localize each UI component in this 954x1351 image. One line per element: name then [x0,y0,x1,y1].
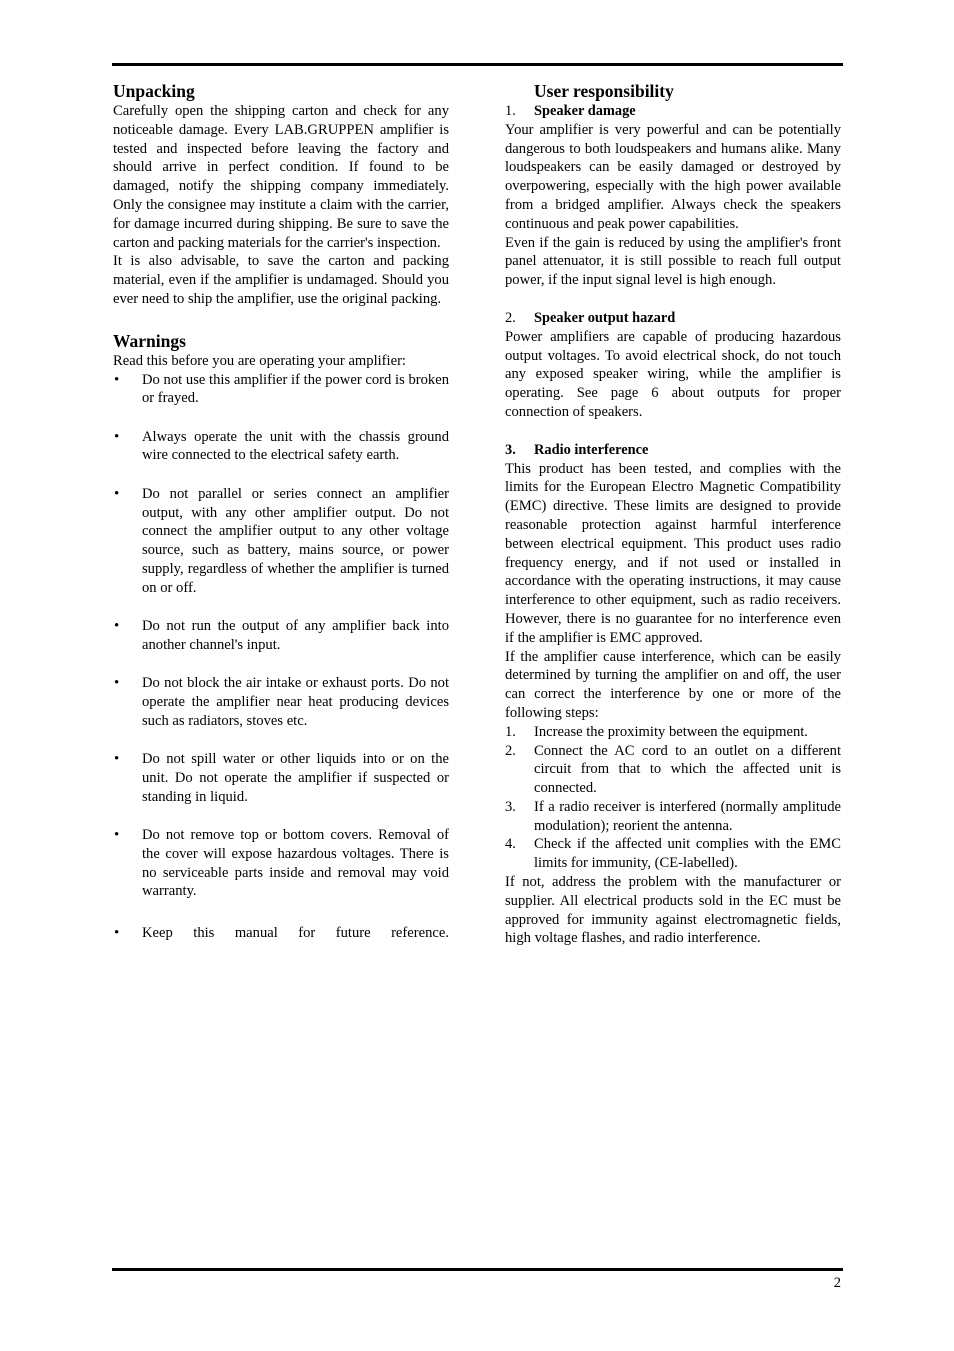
list-item: • Do not parallel or series connect an amplifier output, with any other amplifier output. Do not connect the amplifier output to any other voltage source, such as battery, mains source, or power supply, regardless of whether the amplifier is turned on or off. [114,485,449,596]
unpacking-paragraph-1: Carefully open the shipping carton and check for any noticeable damage. Every LAB.GRUPPEN amplifier is tested and inspected before leaving the factory and should arrive in perfect condition. If found to be damaged, notify the shipping company immediately. Only the consignee may institute a claim with the carrier, for damage incurred during shipping. Be sure to save the carton and packing materials for the carrier's inspection. [113,103,449,251]
radio-paragraph-2: If the amplifier cause interference, which can be easily determined by turning the amplifier on and off, the user can correct the interference by one or more of the following steps: [505,648,841,721]
radio-interference-heading: 3. Radio interference [505,441,649,458]
interference-steps [505,723,841,873]
list-item: • Do not remove top or bottom covers. Removal of the cover will expose hazardous voltages. There is no serviceable parts inside and removal may void warranty. [114,826,449,900]
warnings-heading: Warnings [113,330,186,351]
left-column [113,80,449,943]
speaker-output-hazard-heading: 2. Speaker output hazard [505,309,676,326]
speaker-damage-heading: 1. Speaker damage [505,103,636,119]
bullet-icon: • [114,371,120,388]
warnings-list [113,371,449,943]
list-item: • Keep this manual for future reference. [114,925,449,942]
unpacking-paragraph-2: It is also advisable, to save the carton and packing material, even if the amplifier is undamaged. Should you ever need to ship the amplifier, use the original packing. [113,253,449,307]
list-item: • Do not run the output of any amplifier back into another channel's input. [114,618,449,653]
page-number: 2 [833,1275,841,1291]
bullet-icon: • [114,618,120,635]
warnings-intro: Read this before you are operating your amplifier: [113,352,406,369]
list-item: • Do not use this amplifier if the power cord is broken or frayed. [114,371,449,407]
right-column [505,80,841,948]
bullet-icon: • [114,826,120,843]
list-item: 4. Check if the affected unit complies with the EMC limits for immunity, (CE-labelled). [505,836,841,872]
output-hazard-paragraph: Power amplifiers are capable of producing hazardous output voltages. To avoid electrical shock, do not touch any exposed speaker wiring, while the amplifier is operating. See page 6 about outputs for proper connection of speakers. [505,328,841,420]
list-item: • Always operate the unit with the chassis ground wire connected to the electrical safety earth. [114,428,449,464]
bullet-icon: • [114,751,120,768]
speaker-damage-paragraph-1: Your amplifier is very powerful and can be potentially dangerous to both loudspeakers and humans alike. Many loudspeakers can be easily damaged or destroyed by overpowering, especially with the high power available from a bridged amplifier. Always check the speakers continuous and peak power capabilities. [505,121,841,232]
list-item: • Do not spill water or other liquids into or on the unit. Do not operate the amplifier if suspected or standing in liquid. [114,751,449,805]
bullet-icon: • [114,675,120,692]
header-rule [112,63,843,66]
list-item: 2. Connect the AC cord to an outlet on a different circuit from that to which the affected unit is connected. [505,742,841,797]
list-item: 3. If a radio receiver is interfered (normally amplitude modulation); reorient the antenna. [505,798,841,834]
footer-rule [112,1268,843,1271]
bullet-icon: • [114,925,120,942]
user-responsibility-heading: User responsibility [534,81,674,101]
bullet-icon: • [114,428,120,445]
speaker-damage-paragraph-2: Even if the gain is reduced by using the amplifier's front panel attenuator, it is still possible to reach full output power, if the input signal level is high enough. [505,234,841,289]
list-item: 1. Increase the proximity between the equipment. [505,723,808,740]
radio-paragraph-1: This product has been tested, and complies with the limits for the European Electro Magnetic Compatibility (EMC) directive. These limits are designed to provide reasonable protection against harmful interference between electrical equipment. This product uses radio frequency energy, and if not used or installed in accordance with the operating instructions, it may cause interference to other equipment, such as radio receivers. However, there is no guarantee for no interference even if the amplifier is EMC approved. [505,460,841,646]
unpacking-heading: Unpacking [113,81,195,101]
list-item: • Do not block the air intake or exhaust ports. Do not operate the amplifier near heat producing devices such as radiators, stoves etc. [114,675,449,729]
radio-paragraph-3: If not, address the problem with the manufacturer or supplier. All electrical products sold in the EC must be approved for immunity against electromagnetic fields, high voltage flashes, and radio interference. [505,874,841,947]
bullet-icon: • [114,485,120,502]
